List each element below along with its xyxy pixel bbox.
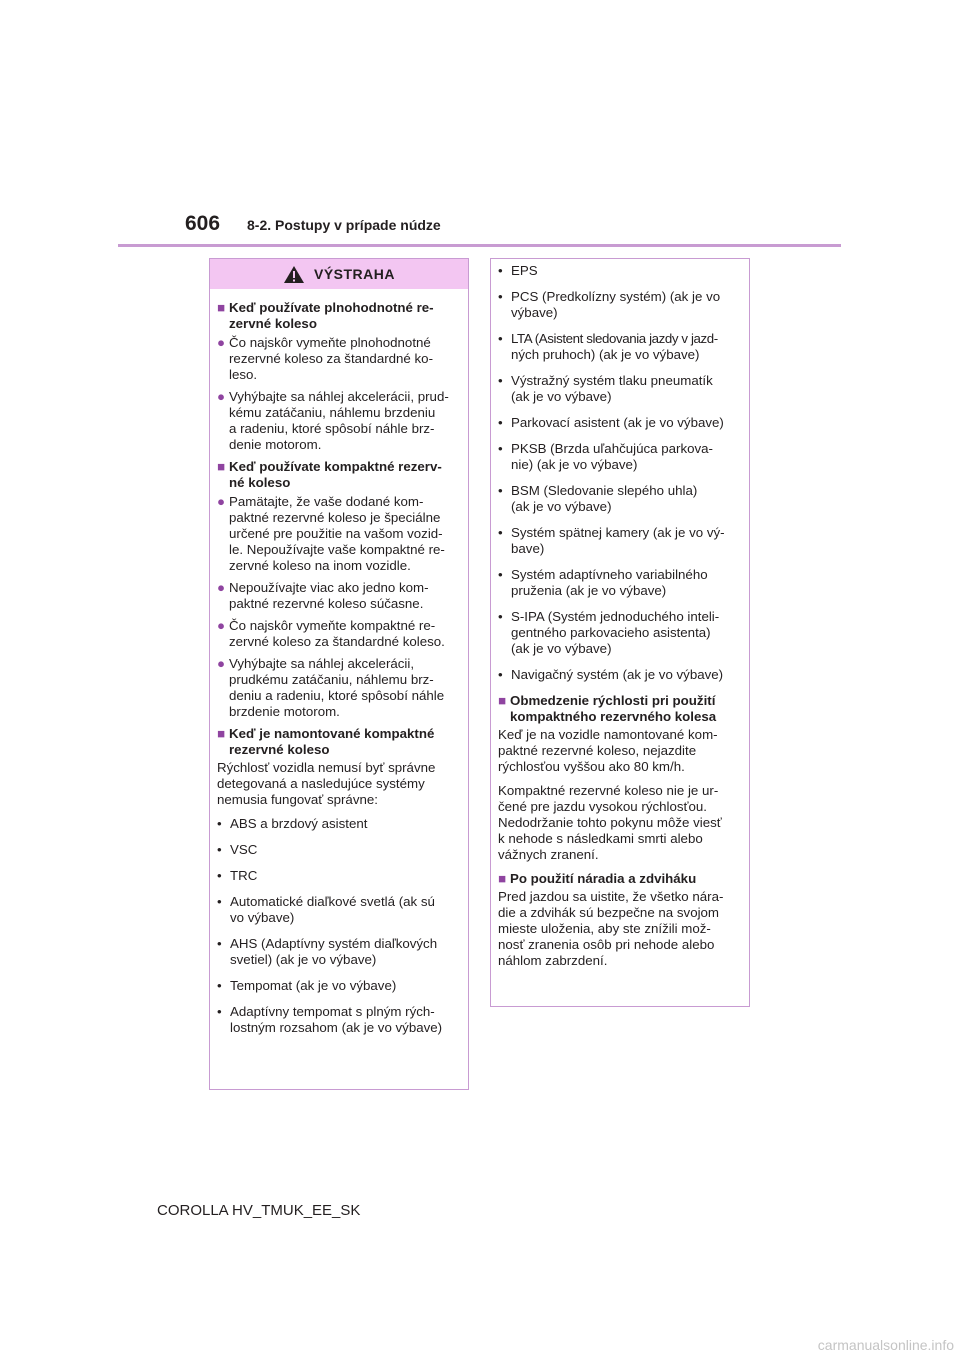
list-item — [217, 868, 463, 884]
circle-marker-icon: ● — [217, 580, 226, 595]
list-item — [498, 483, 744, 515]
text-line: detegovaná a nasledujúce systémy — [217, 776, 425, 791]
subheading-after-tools — [498, 871, 744, 887]
text-line: Keď používate kompaktné rezerv- — [229, 459, 442, 474]
text-line: Adaptívny tempomat s plným rých- — [230, 1004, 435, 1019]
text-line: vážnych zranení. — [498, 847, 599, 862]
text-line: né koleso — [229, 475, 291, 490]
text-line: a radeniu, ktoré spôsobí náhle brz- — [229, 421, 435, 436]
text-line: TRC — [230, 868, 258, 883]
list-item — [498, 567, 744, 599]
warning-content — [210, 289, 468, 1052]
text-line: bave) — [511, 541, 545, 556]
text-line: Pamätajte, že vaše dodané kom- — [229, 494, 424, 509]
text-line: Vyhýbajte sa náhlej akcelerácii, prud- — [229, 389, 449, 404]
paragraph — [498, 727, 744, 775]
text-line: Systém spätnej kamery (ak je vo vý- — [511, 525, 725, 540]
text-line: k nehode s následkami smrti alebo — [498, 831, 703, 846]
text-line: paktné rezervné koleso, nejazdite — [498, 743, 697, 758]
circle-marker-icon: ● — [217, 656, 226, 671]
paragraph — [217, 760, 463, 808]
list-item — [217, 335, 463, 383]
list-item — [217, 816, 463, 832]
text-line: Obmedzenie rýchlosti pri použití — [510, 693, 716, 708]
text-line: zervné koleso na inom vozidle. — [229, 558, 411, 573]
text-line: Tempomat (ak je vo výbave) — [230, 978, 397, 993]
text-line: vo výbave) — [230, 910, 295, 925]
list-item — [498, 609, 744, 657]
bullet-marker-icon: • — [498, 415, 503, 430]
bullet-marker-icon: • — [217, 868, 222, 883]
bullet-marker-icon: • — [217, 1004, 222, 1019]
circle-marker-icon: ● — [217, 618, 226, 633]
text-line: BSM (Sledovanie slepého uhla) — [511, 483, 698, 498]
list-item — [217, 494, 463, 574]
warning-box — [209, 258, 469, 1090]
list-item — [498, 331, 744, 363]
page-number: 606 — [185, 212, 221, 235]
text-line: Výstražný systém tlaku pneumatík — [511, 373, 713, 388]
list-item — [498, 415, 744, 431]
list-item — [217, 842, 463, 858]
text-line: zervné koleso — [229, 316, 317, 331]
paragraph — [498, 889, 744, 969]
text-line: Automatické diaľkové svetlá (ak sú — [230, 894, 435, 909]
header-divider — [118, 244, 841, 247]
bullet-marker-icon: • — [498, 441, 503, 456]
bullet-marker-icon: • — [498, 289, 503, 304]
text-line: leso. — [229, 367, 258, 382]
text-line: rezervné koleso za štandardné ko- — [229, 351, 433, 366]
list-item — [217, 656, 463, 720]
bullet-marker-icon: • — [217, 936, 222, 951]
text-line: Keď je namontované kompaktné — [229, 726, 435, 741]
warning-box-continued — [490, 258, 750, 1007]
square-marker-icon: ■ — [217, 459, 226, 474]
text-line: Nepoužívajte viac ako jedno kom- — [229, 580, 429, 595]
text-line: výbave) — [511, 305, 558, 320]
list-item — [217, 894, 463, 926]
text-line: lostným rozsahom (ak je vo výbave) — [230, 1020, 443, 1035]
list-item — [498, 263, 744, 279]
list-item — [498, 667, 744, 683]
bullet-marker-icon: • — [498, 667, 503, 682]
text-line: ných pruhoch) (ak je vo výbave) — [511, 347, 700, 362]
list-item — [498, 525, 744, 557]
circle-marker-icon: ● — [217, 494, 226, 509]
bullet-marker-icon: • — [498, 483, 503, 498]
list-item — [217, 389, 463, 453]
text-line: le. Nepoužívajte vaše kompaktné re- — [229, 542, 445, 557]
text-line: Po použití náradia a zdviháku — [510, 871, 697, 886]
text-line: mieste uloženia, aby ste znížili mož- — [498, 921, 711, 936]
text-line: Keď používate plnohodnotné re- — [229, 300, 434, 315]
text-line: nosť zranenia osôb pri nehode alebo — [498, 937, 715, 952]
text-line: Čo najskôr vymeňte plnohodnotné — [229, 335, 431, 350]
bullet-marker-icon: • — [217, 894, 222, 909]
text-line: náhlom zabrzdení. — [498, 953, 608, 968]
text-line: nie) (ak je vo výbave) — [511, 457, 638, 472]
paragraph — [498, 783, 744, 863]
text-line: kompaktného rezervného kolesa — [510, 709, 717, 724]
circle-marker-icon: ● — [217, 335, 226, 350]
text-line: Rýchlosť vozidla nemusí byť správne — [217, 760, 436, 775]
square-marker-icon: ■ — [217, 300, 226, 315]
square-marker-icon: ■ — [217, 726, 226, 741]
text-line: S-IPA (Systém jednoduchého inteli- — [511, 609, 720, 624]
text-line: Nedodržanie tohto pokynu môže viesť — [498, 815, 722, 830]
text-line: paktné rezervné koleso súčasne. — [229, 596, 424, 611]
text-line: Navigačný systém (ak je vo výbave) — [511, 667, 724, 682]
list-item — [217, 936, 463, 968]
bullet-marker-icon: • — [498, 609, 503, 624]
text-line: ABS a brzdový asistent — [230, 816, 368, 831]
text-line: svetiel) (ak je vo výbave) — [230, 952, 377, 967]
subheading-mounted-compact — [217, 726, 463, 758]
text-line: (ak je vo výbave) — [511, 499, 612, 514]
subheading-speed-limit — [498, 693, 744, 725]
list-item — [217, 1004, 463, 1036]
text-line: zervné koleso za štandardné koleso. — [229, 634, 445, 649]
warning-header — [210, 259, 468, 289]
text-line: EPS — [511, 263, 538, 278]
bullet-marker-icon: • — [217, 816, 222, 831]
text-line: denie motorom. — [229, 437, 322, 452]
circle-marker-icon: ● — [217, 389, 226, 404]
text-line: PKSB (Brzda uľahčujúca parkova- — [511, 441, 713, 456]
text-line: nemusia fungovať správne: — [217, 792, 378, 807]
text-line: paktné rezervné koleso je špeciálne — [229, 510, 441, 525]
subheading-compact-spare — [217, 459, 463, 491]
text-line: Vyhýbajte sa náhlej akcelerácii, — [229, 656, 415, 671]
square-marker-icon: ■ — [498, 871, 507, 886]
section-title: 8-2. Postupy v prípade núdze — [247, 217, 441, 233]
subheading-full-spare — [217, 300, 463, 332]
bullet-marker-icon: • — [498, 567, 503, 582]
list-item — [217, 580, 463, 612]
list-item — [498, 441, 744, 473]
text-line: rezervné koleso — [229, 742, 330, 757]
text-line: PCS (Predkolízny systém) (ak je vo — [511, 289, 721, 304]
text-line: VSC — [230, 842, 258, 857]
text-line: Pred jazdou sa uistite, že všetko nára- — [498, 889, 724, 904]
text-line: Parkovací asistent (ak je vo výbave) — [511, 415, 724, 430]
text-line: určené pre použitie na vašom vozid- — [229, 526, 443, 541]
bullet-marker-icon: • — [498, 331, 503, 346]
bullet-marker-icon: • — [217, 978, 222, 993]
list-item — [498, 373, 744, 405]
text-line: Keď je na vozidle namontované kom- — [498, 727, 718, 742]
warning-content-continued — [491, 259, 749, 983]
text-line: LTA (Asistent sledovania jazdy v jazd- — [511, 331, 718, 346]
list-item — [498, 289, 744, 321]
text-line: brzdenie motorom. — [229, 704, 340, 719]
text-line: deniu a radeniu, ktoré spôsobí náhle — [229, 688, 445, 703]
bullet-marker-icon: • — [498, 373, 503, 388]
text-line: čené pre jazdu vysokou rýchlosťou. — [498, 799, 707, 814]
warning-title: VÝSTRAHA — [313, 266, 395, 282]
text-line: (ak je vo výbave) — [511, 641, 612, 656]
warning-triangle-icon — [283, 265, 305, 284]
text-line: rýchlosťou vyššou ako 80 km/h. — [498, 759, 685, 774]
text-line: kému zatáčaniu, náhlemu brzdeniu — [229, 405, 436, 420]
footer-model-code: COROLLA HV_TMUK_EE_SK — [157, 1202, 361, 1219]
list-item — [217, 978, 463, 994]
bullet-marker-icon: • — [498, 525, 503, 540]
text-line: gentného parkovacieho asistenta) — [511, 625, 711, 640]
list-item — [217, 618, 463, 650]
text-line: prudkému zatáčaniu, náhlemu brz- — [229, 672, 434, 687]
text-line: Čo najskôr vymeňte kompaktné re- — [229, 618, 436, 633]
text-line: (ak je vo výbave) — [511, 389, 612, 404]
bullet-marker-icon: • — [217, 842, 222, 857]
text-line: die a zdvihák sú bezpečne na svojom — [498, 905, 720, 920]
text-line: Kompaktné rezervné koleso nie je ur- — [498, 783, 719, 798]
bullet-marker-icon: • — [498, 263, 503, 278]
square-marker-icon: ■ — [498, 693, 507, 708]
text-line: Systém adaptívneho variabilného — [511, 567, 708, 582]
text-line: pruženia (ak je vo výbave) — [511, 583, 667, 598]
watermark: carmanualsonline.info — [817, 1337, 954, 1353]
text-line: AHS (Adaptívny systém diaľkových — [230, 936, 438, 951]
